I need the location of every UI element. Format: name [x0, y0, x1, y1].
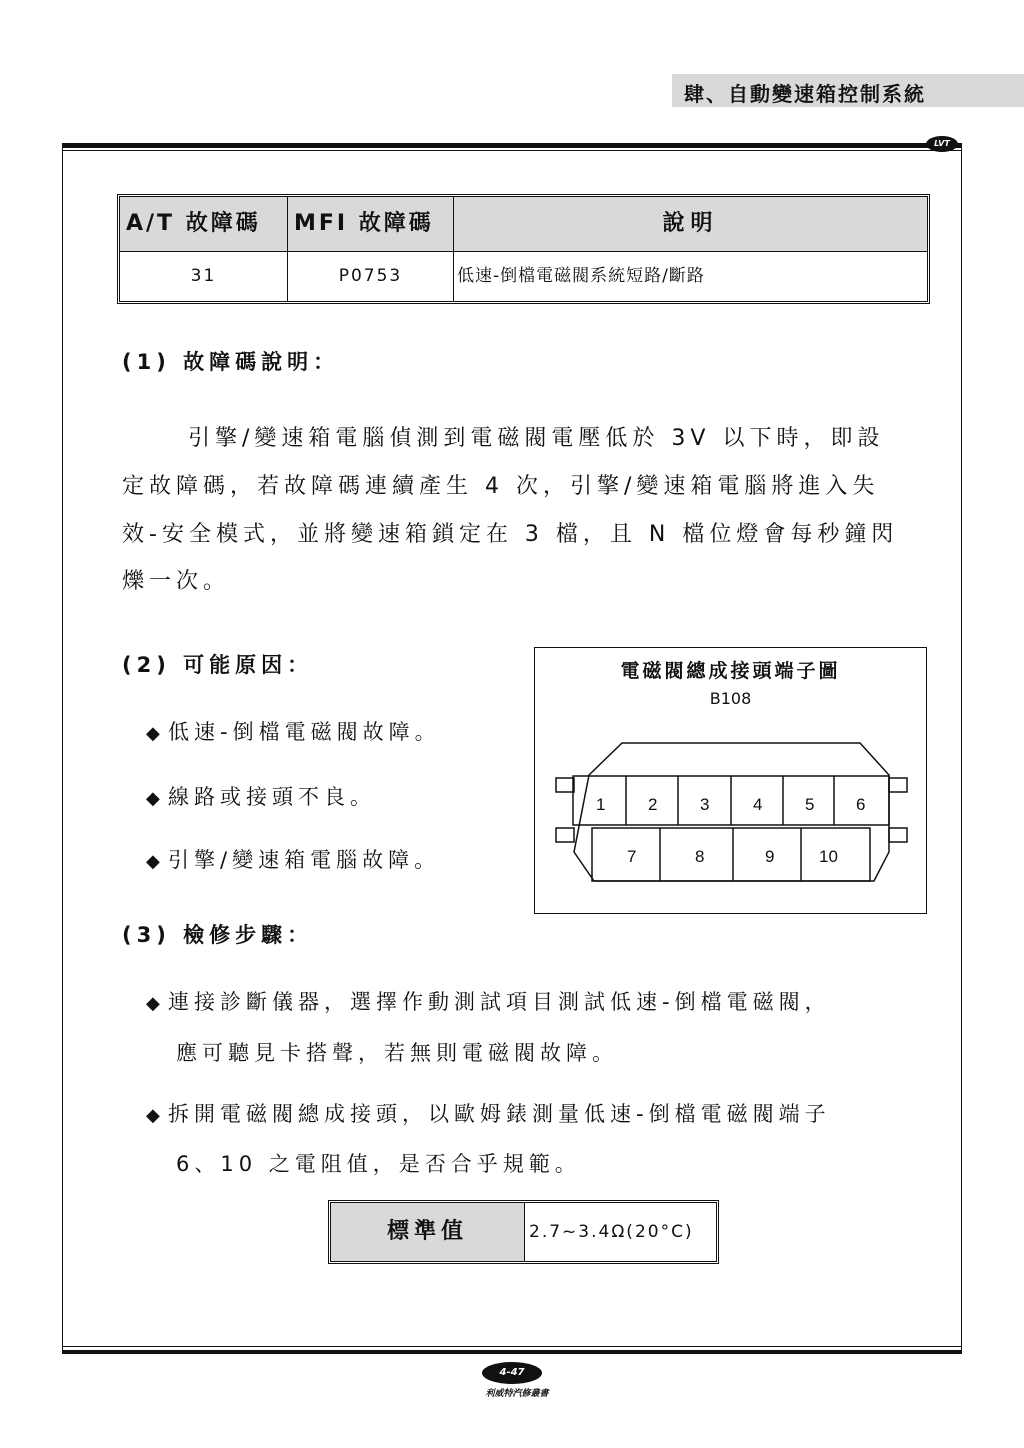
table-row	[120, 252, 927, 301]
section-1-heading: (1) 故障碼說明：	[122, 350, 340, 374]
page-number: 4-47	[482, 1362, 542, 1384]
header-mfi-code: MFI 故障碼	[288, 197, 454, 251]
dtc-table	[117, 194, 930, 304]
connector-shape-icon	[534, 647, 927, 914]
publisher-name: 利威特汽修叢書	[485, 1389, 549, 1399]
diagram-title: 電磁閥總成接頭端子圖	[620, 660, 841, 682]
list-item-text: 引擎/變速箱電腦故障。	[168, 848, 441, 872]
step-text-continued: 6、10 之電阻值，是否合乎規範。	[176, 1152, 581, 1176]
standard-label: 標準值	[331, 1203, 525, 1261]
pin-label: 2	[648, 795, 658, 814]
cell-description: 低速-倒檔電磁閥系統短路/斷路	[457, 266, 705, 286]
diamond-bullet-icon: ◆	[146, 1105, 165, 1126]
step-text: 拆開電磁閥總成接頭，以歐姆錶測量低速-倒檔電磁閥端子	[168, 1102, 831, 1126]
list-item-text: 線路或接頭不良。	[168, 785, 376, 809]
left-border	[62, 145, 63, 1350]
list-item-text: 低速-倒檔電磁閥故障。	[168, 720, 441, 744]
section-3-heading: (3) 檢修步驟：	[122, 923, 314, 947]
section-2-heading: (2) 可能原因：	[122, 653, 314, 677]
pin-label: 7	[627, 847, 637, 866]
diamond-bullet-icon: ◆	[146, 993, 165, 1014]
section-1-line: 爍一次。	[122, 569, 231, 594]
step-text: 連接診斷儀器，選擇作動測試項目測試低速-倒檔電磁閥，	[168, 990, 831, 1014]
section-1-line: 效-安全模式，並將變速箱鎖定在 3 檔，且 N 檔位燈會每秒鐘閃	[122, 522, 899, 547]
header-description: 說明	[662, 211, 719, 236]
list-item	[146, 844, 440, 874]
connector-code: B108	[709, 689, 752, 708]
top-rule-thin	[62, 150, 962, 151]
dtc-table-header	[120, 197, 927, 252]
chapter-title: 肆、自動變速箱控制系統	[684, 82, 926, 106]
pin-label: 8	[695, 847, 705, 866]
pin-label: 3	[700, 795, 710, 814]
list-item	[146, 716, 441, 746]
standard-value: 2.7~3.4Ω(20°C)	[529, 1222, 694, 1242]
bottom-rule	[62, 1350, 962, 1354]
diamond-bullet-icon: ◆	[146, 723, 165, 744]
top-rule	[62, 143, 962, 148]
standard-value-table	[328, 1200, 719, 1264]
pin-label: 9	[765, 847, 775, 866]
header-at-code: A/T 故障碼	[120, 197, 288, 251]
pin-label: 10	[819, 847, 838, 866]
step-text-continued: 應可聽見卡搭聲，若無則電磁閥故障。	[176, 1041, 618, 1065]
diamond-bullet-icon: ◆	[146, 851, 165, 872]
pin-label: 6	[856, 795, 866, 814]
section-1-line: 引擎/變速箱電腦偵測到電磁閥電壓低於 3V 以下時，即設	[188, 426, 885, 451]
bottom-rule-thin	[62, 1346, 962, 1347]
list-item	[146, 986, 831, 1016]
diamond-bullet-icon: ◆	[146, 788, 165, 809]
pin-label: 1	[596, 795, 606, 814]
list-item	[146, 781, 376, 811]
pin-label: 4	[753, 795, 763, 814]
cell-at-code: 31	[120, 252, 288, 301]
section-1-line: 定故障碼，若故障碼連續產生 4 次，引擎/變速箱電腦將進入失	[122, 474, 880, 499]
right-border	[961, 145, 962, 1350]
cell-mfi-code: P0753	[288, 252, 454, 301]
list-item	[146, 1098, 831, 1128]
publisher-logo-icon: LVT	[926, 136, 958, 152]
pin-label: 5	[805, 795, 815, 814]
